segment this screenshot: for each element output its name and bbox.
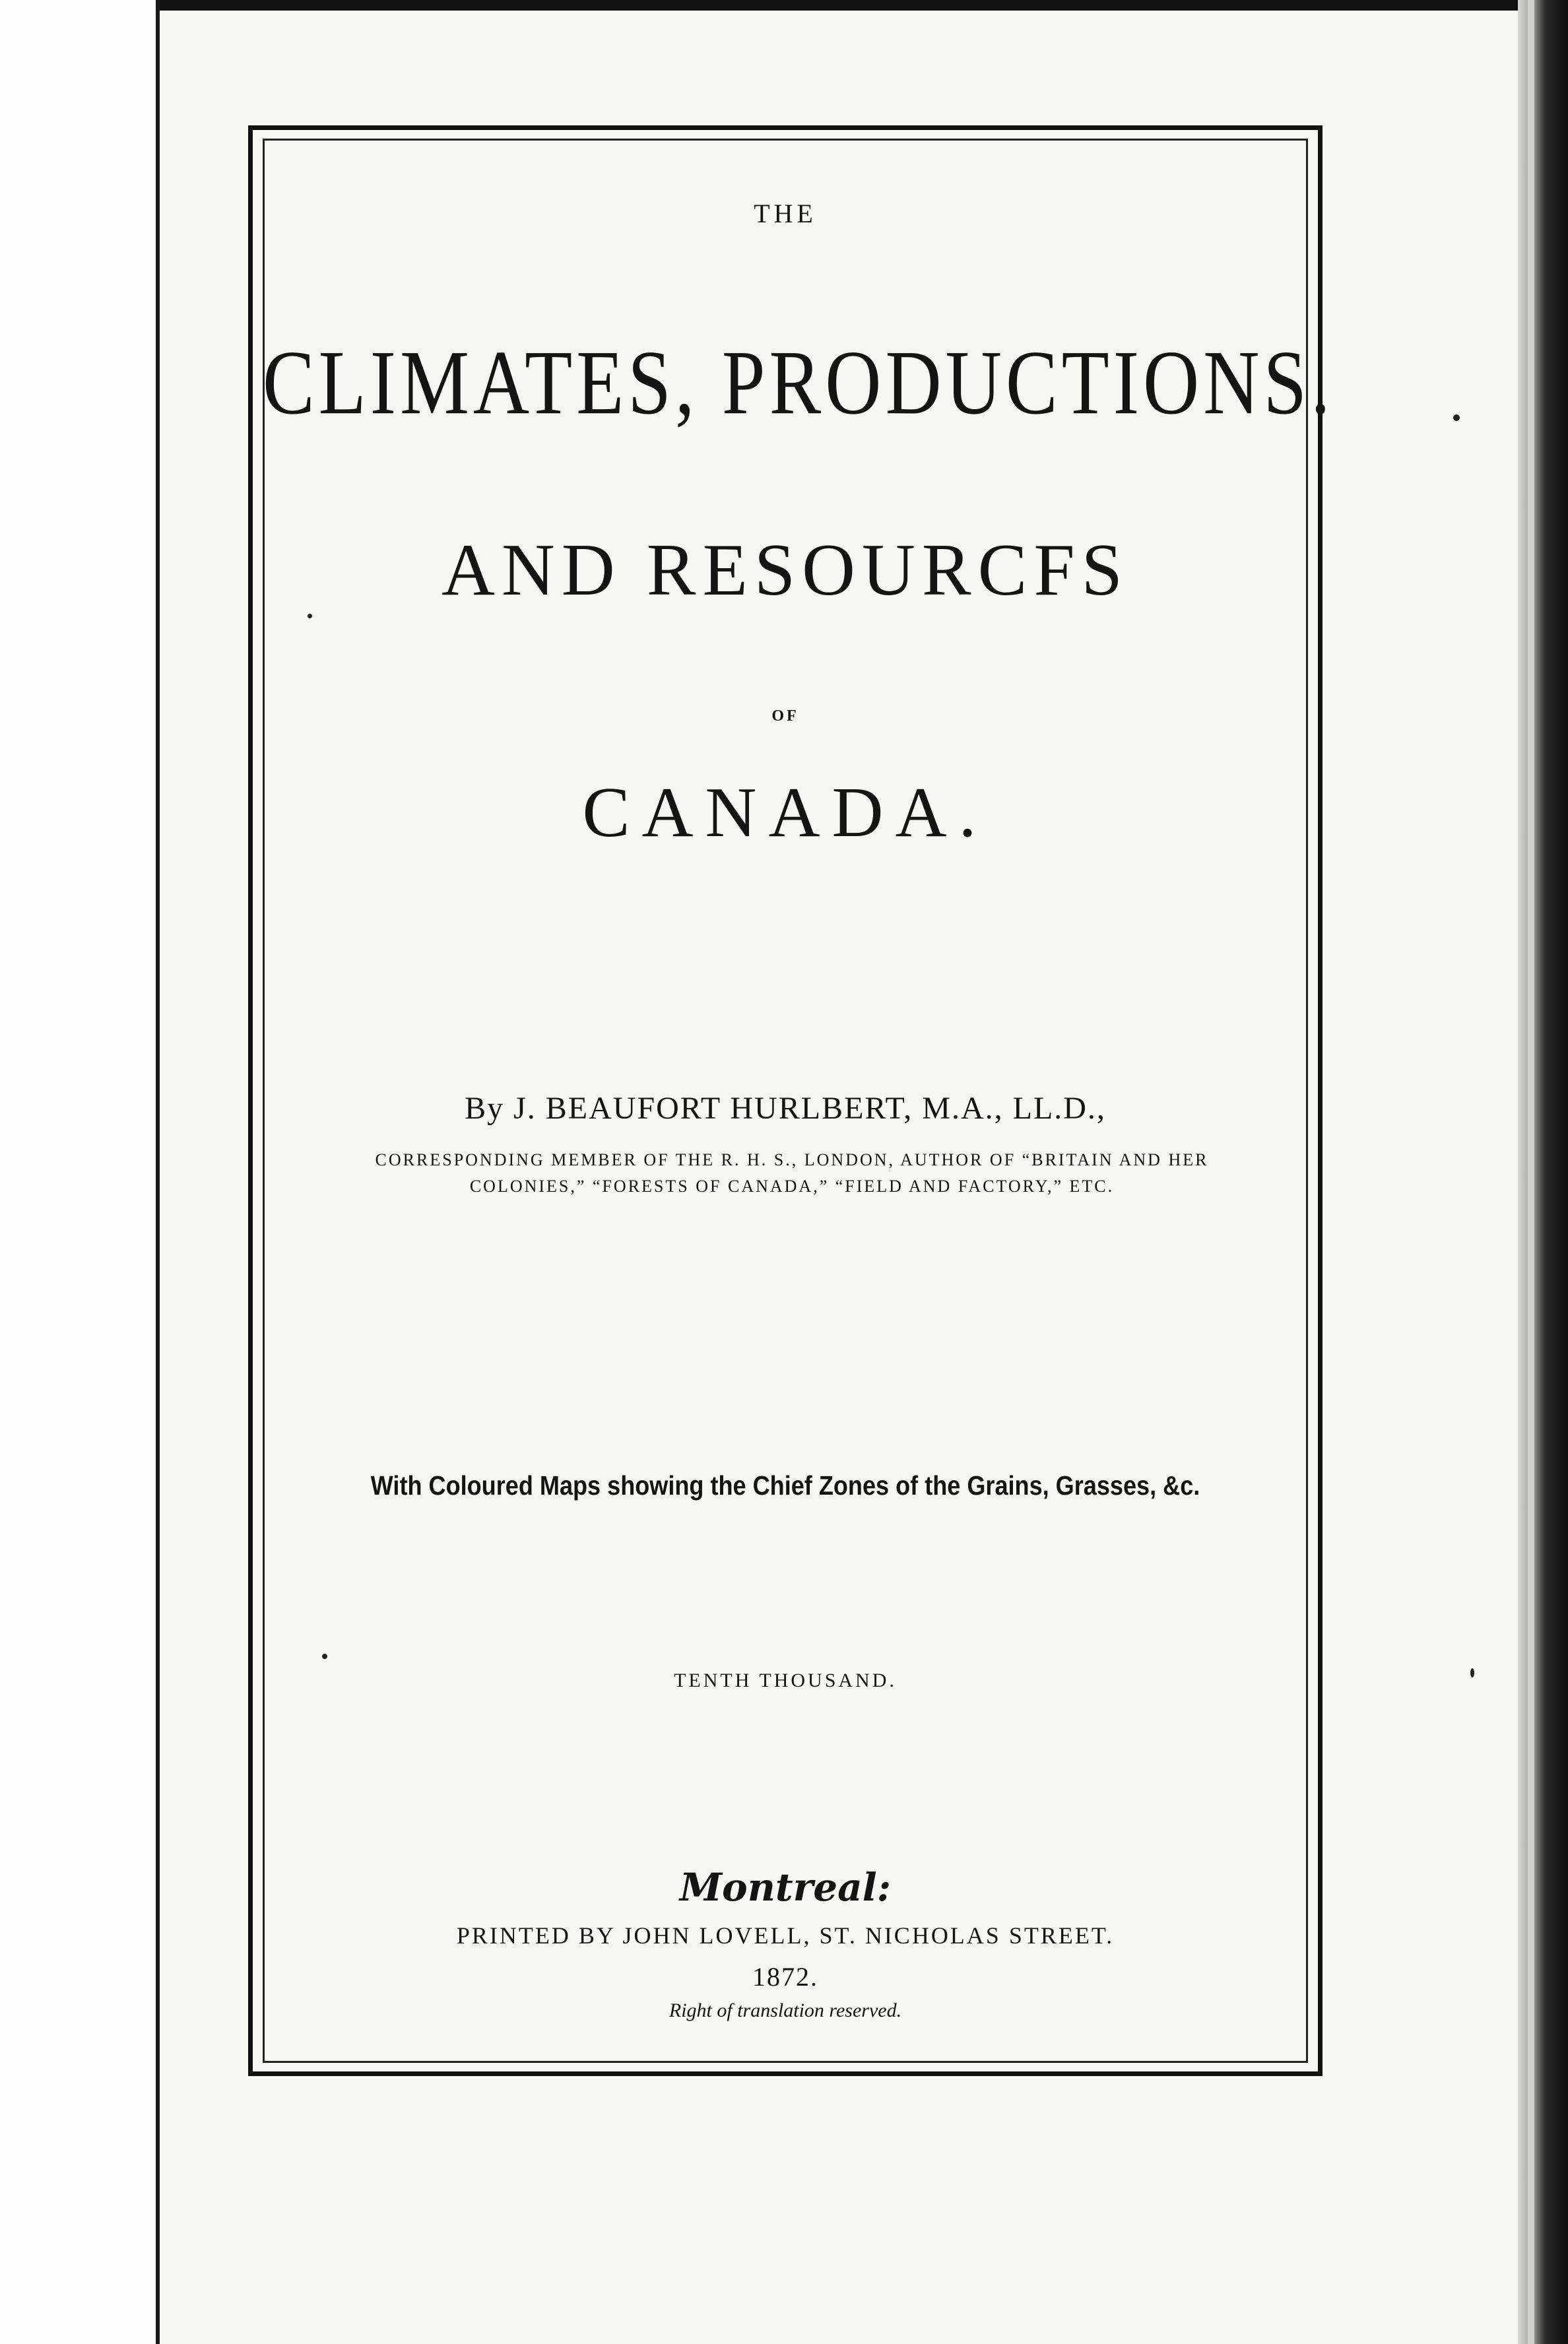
author-credentials: CORRESPONDING MEMBER OF THE R. H. S., LONDON, AUTHOR OF “BRITAIN AND HER COLONIES,” “FORESTS OF CANADA,” “FIELD AND FACTORY,” ETC. [375, 1150, 1209, 1196]
edition-note: TENTH THOUSAND. [674, 1670, 897, 1691]
scan-left-margin [0, 0, 157, 2344]
main-title: CLIMATES, PRODUCTIONS. [263, 331, 1334, 434]
publication-year: 1872. [752, 1962, 818, 1992]
subtitle: AND RESOURCFS [441, 529, 1129, 611]
title-of: OF [771, 707, 799, 725]
scan-left-edge-line [156, 0, 160, 2344]
scan-speck [1470, 1668, 1474, 1677]
scan-right-edge-strip [1528, 0, 1534, 2344]
maps-note: With Coloured Maps showing the Chief Zones of the Grains, Grasses, &c. [370, 1470, 1200, 1501]
scan-top-edge [0, 0, 1568, 11]
rights-note: Right of translation reserved. [669, 2000, 902, 2021]
title-country: CANADA. [582, 773, 989, 852]
title-article: THE [754, 199, 817, 228]
scan-right-edge [1518, 0, 1568, 2344]
scan-speck [1453, 414, 1460, 421]
author-line: By J. BEAUFORT HURLBERT, M.A., LL.D., [465, 1091, 1106, 1126]
publication-city: Montreal: [679, 1865, 892, 1910]
printer-line: PRINTED BY JOHN LOVELL, ST. NICHOLAS STREET. [456, 1922, 1115, 1949]
